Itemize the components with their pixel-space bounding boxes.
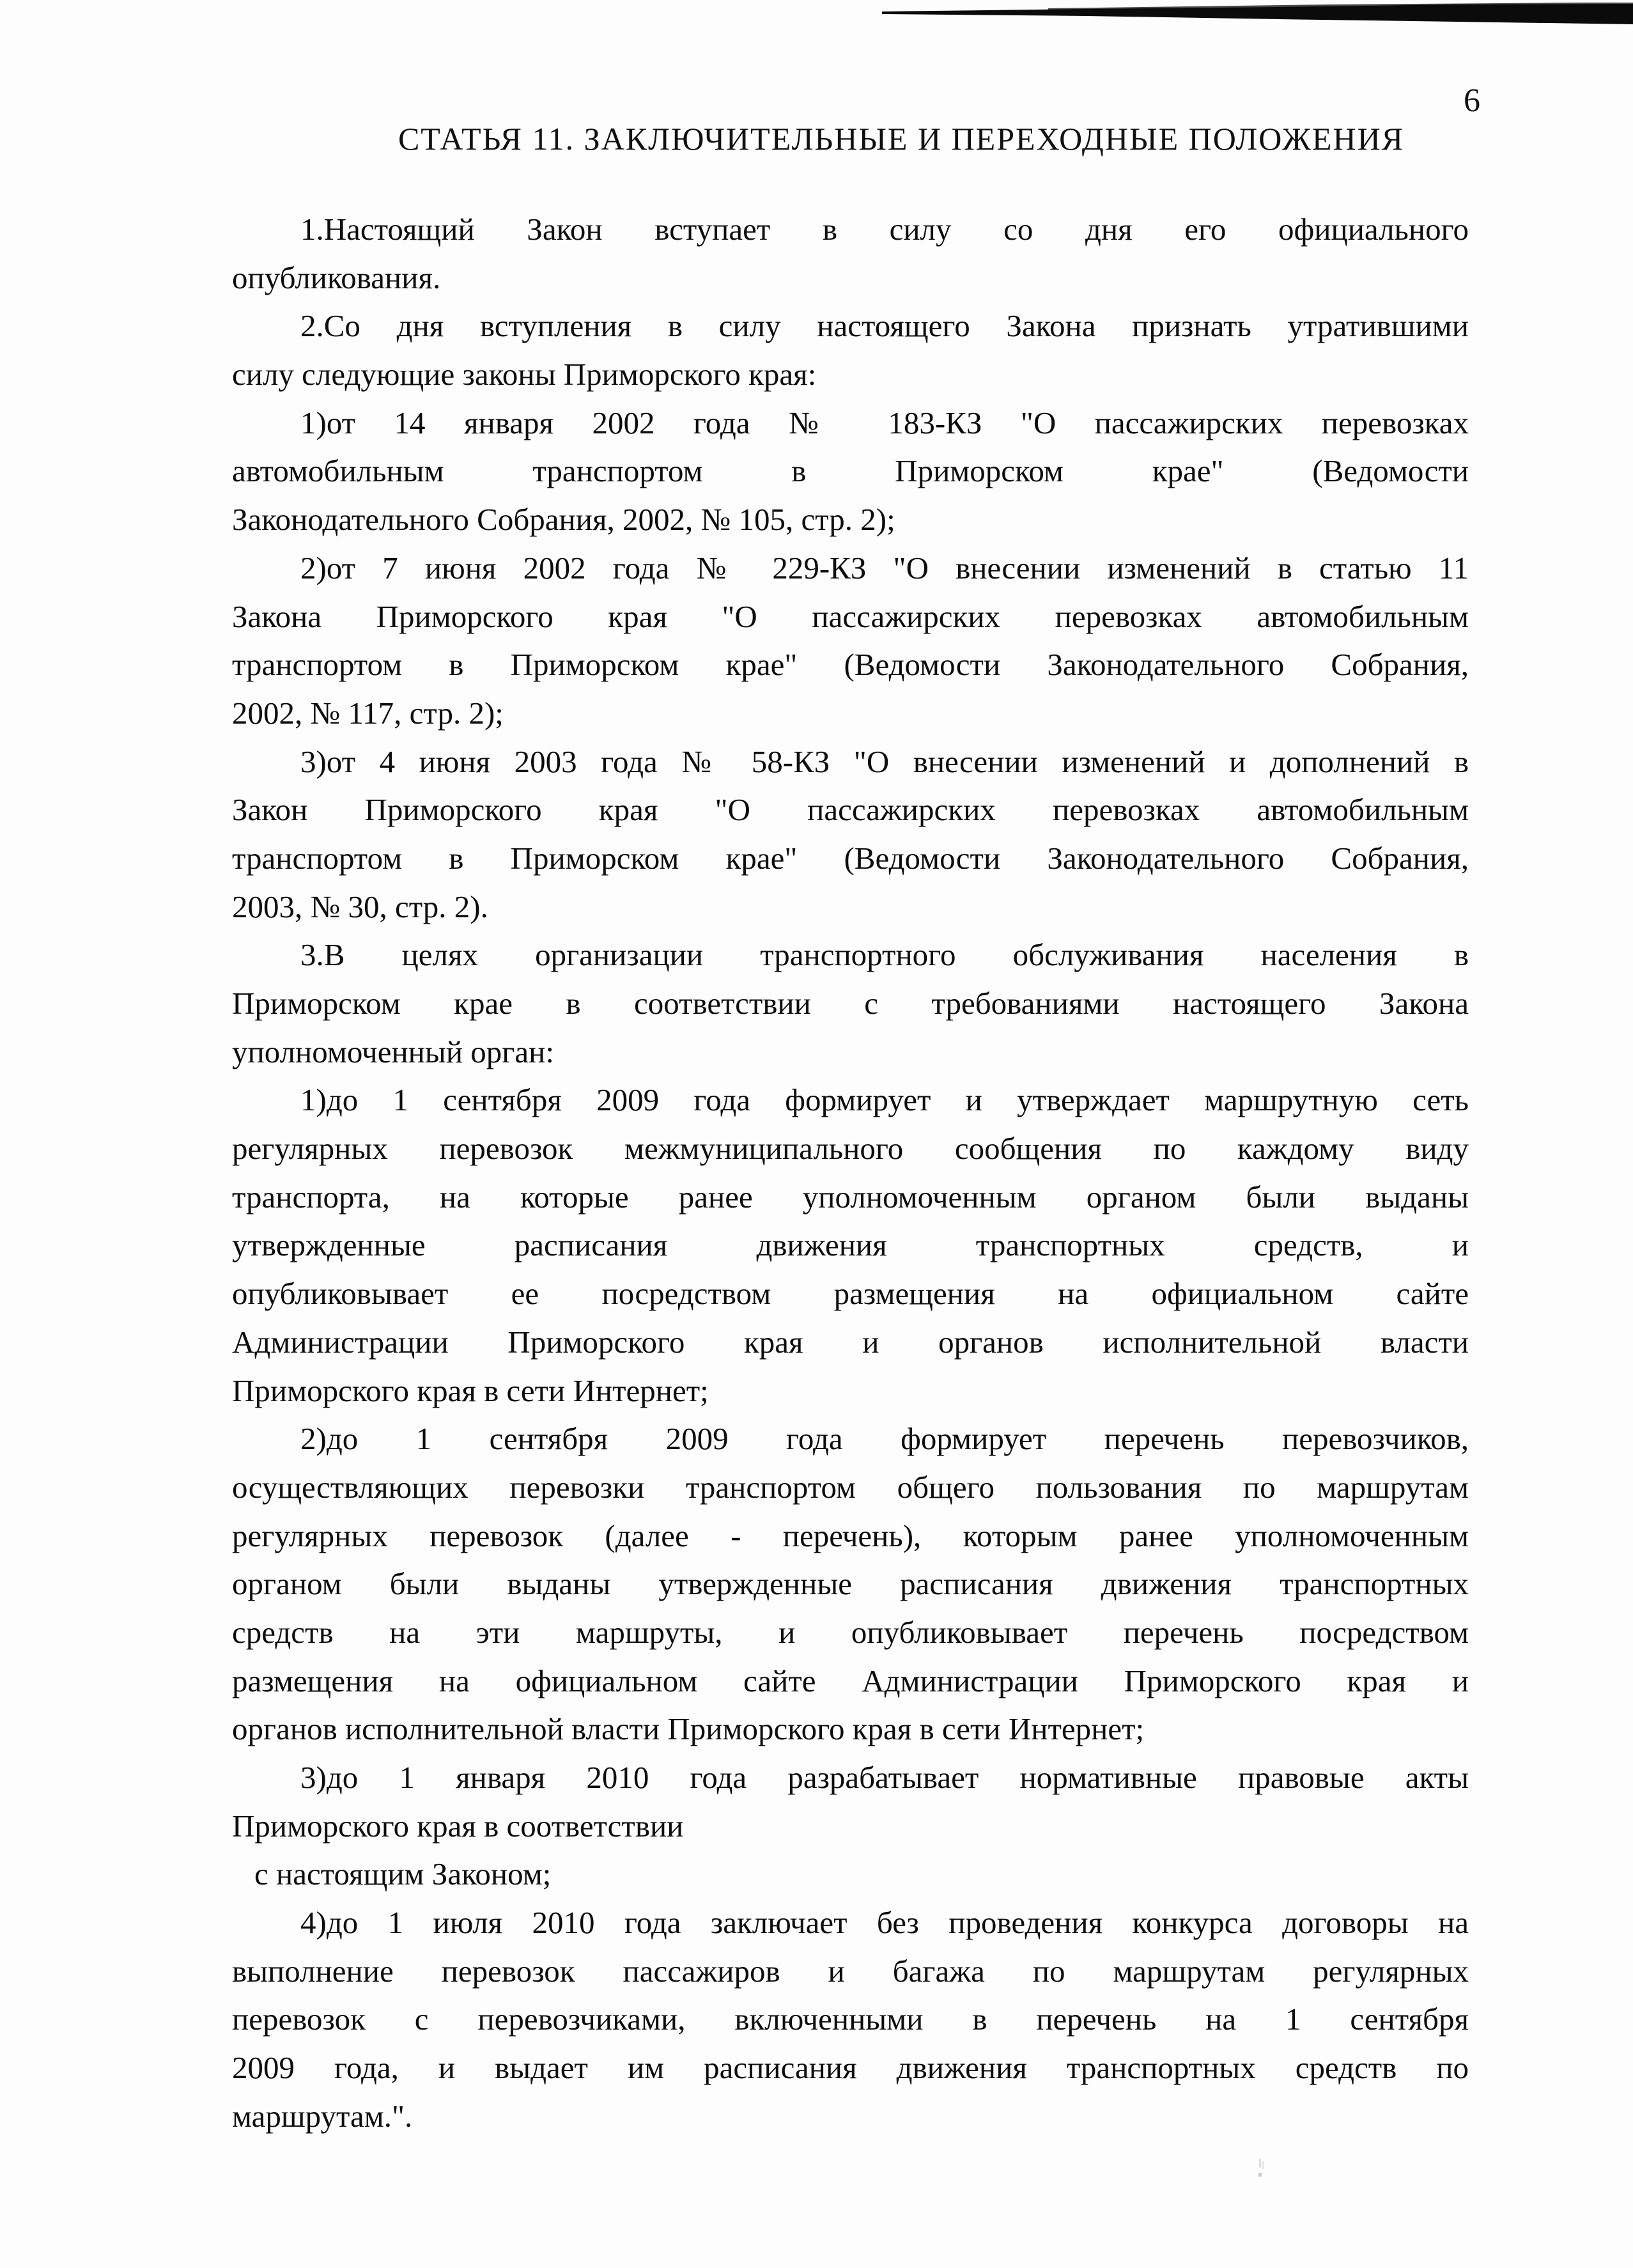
text-line: осуществляющих перевозки транспортом общего пользования по маршрутам <box>232 1469 1469 1505</box>
text-line: органов исполнительной власти Приморского края в сети Интернет; <box>232 1711 1145 1747</box>
text-line: 2009 года, и выдает им расписания движения транспортных средств по <box>232 2050 1469 2086</box>
text-line: органом были выданы утвержденные расписания движения транспортных <box>232 1566 1469 1602</box>
scan-streak-artifact <box>882 1 1633 28</box>
text-line: Приморского края в соответствии <box>232 1808 684 1844</box>
text-line: утвержденные расписания движения транспортных средств, и <box>232 1227 1469 1263</box>
text-line: 1)до 1 сентября 2009 года формирует и утверждает маршрутную сеть <box>300 1082 1469 1118</box>
text-line: Закона Приморского края "О пассажирских перевозках автомобильным <box>232 598 1469 634</box>
text-line: средств на эти маршруты, и опубликовывает перечень посредством <box>232 1614 1469 1650</box>
text-line: Приморского края в сети Интернет; <box>232 1372 709 1408</box>
text-line: транспортом в Приморском крае" (Ведомости Законодательного Собрания, <box>232 647 1469 683</box>
text-line: 3)от 4 июня 2003 года № 58-КЗ "О внесении изменений и дополнений в <box>300 743 1469 779</box>
text-line: Закон Приморского края "О пассажирских перевозках автомобильным <box>232 792 1469 828</box>
text-line: 3)до 1 января 2010 года разрабатывает нормативные правовые акты <box>300 1760 1469 1795</box>
text-line: 2)от 7 июня 2002 года № 229-КЗ "О внесении изменений в статью 11 <box>300 550 1469 586</box>
text-line: 2.Со дня вступления в силу настоящего Закона признать утратившими <box>300 308 1469 344</box>
text-line: регулярных перевозок (далее - перечень), которым ранее уполномоченным <box>232 1518 1469 1553</box>
text-line: Законодательного Собрания, 2002, № 105, стр. 2); <box>232 502 895 538</box>
text-line: выполнение перевозок пассажиров и багажа по маршрутам регулярных <box>232 1953 1469 1989</box>
text-line: с настоящим Законом; <box>254 1856 552 1892</box>
document-body <box>232 205 1469 2141</box>
text-line: 2002, № 117, стр. 2); <box>232 695 504 731</box>
text-line: маршрутам.". <box>232 2098 413 2134</box>
text-line: автомобильным транспортом в Приморском крае" (Ведомости <box>232 453 1469 489</box>
text-line: Приморском крае в соответствии с требованиями настоящего Закона <box>232 986 1469 1021</box>
text-line: опубликования. <box>232 260 441 295</box>
text-line: 4)до 1 июля 2010 года заключает без проведения конкурса договоры на <box>300 1905 1469 1941</box>
text-line: Администрации Приморского края и органов исполнительной власти <box>232 1324 1469 1360</box>
text-line: 2003, № 30, стр. 2). <box>232 889 488 924</box>
text-line: 3.В целях организации транспортного обслуживания населения в <box>300 937 1469 973</box>
text-line: 1.Настоящий Закон вступает в силу со дня его официального <box>300 212 1469 247</box>
text-line: 2)до 1 сентября 2009 года формирует перечень перевозчиков, <box>300 1421 1469 1457</box>
article-title: СТАТЬЯ 11. ЗАКЛЮЧИТЕЛЬНЫЕ И ПЕРЕХОДНЫЕ ПОЛОЖЕНИЯ <box>398 121 1405 157</box>
text-line: опубликовывает ее посредством размещения на официальном сайте <box>232 1276 1469 1312</box>
text-line: регулярных перевозок межмуниципального сообщения по каждому виду <box>232 1131 1469 1167</box>
text-line: перевозок с перевозчиками, включенными в перечень на 1 сентября <box>232 2001 1469 2037</box>
text-line: транспорта, на которые ранее уполномоченным органом были выданы <box>232 1179 1469 1215</box>
text-line: размещения на официальном сайте Администрации Приморского края и <box>232 1663 1469 1698</box>
scan-speck-artifact <box>1253 2157 1268 2180</box>
text-line: транспортом в Приморском крае" (Ведомости Законодательного Собрания, <box>232 840 1469 876</box>
page-number: 6 <box>1464 82 1480 119</box>
text-line: 1)от 14 января 2002 года № 183-КЗ "О пассажирских перевозках <box>300 405 1469 440</box>
text-line: силу следующие законы Приморского края: <box>232 357 817 392</box>
text-line: уполномоченный орган: <box>232 1034 554 1069</box>
